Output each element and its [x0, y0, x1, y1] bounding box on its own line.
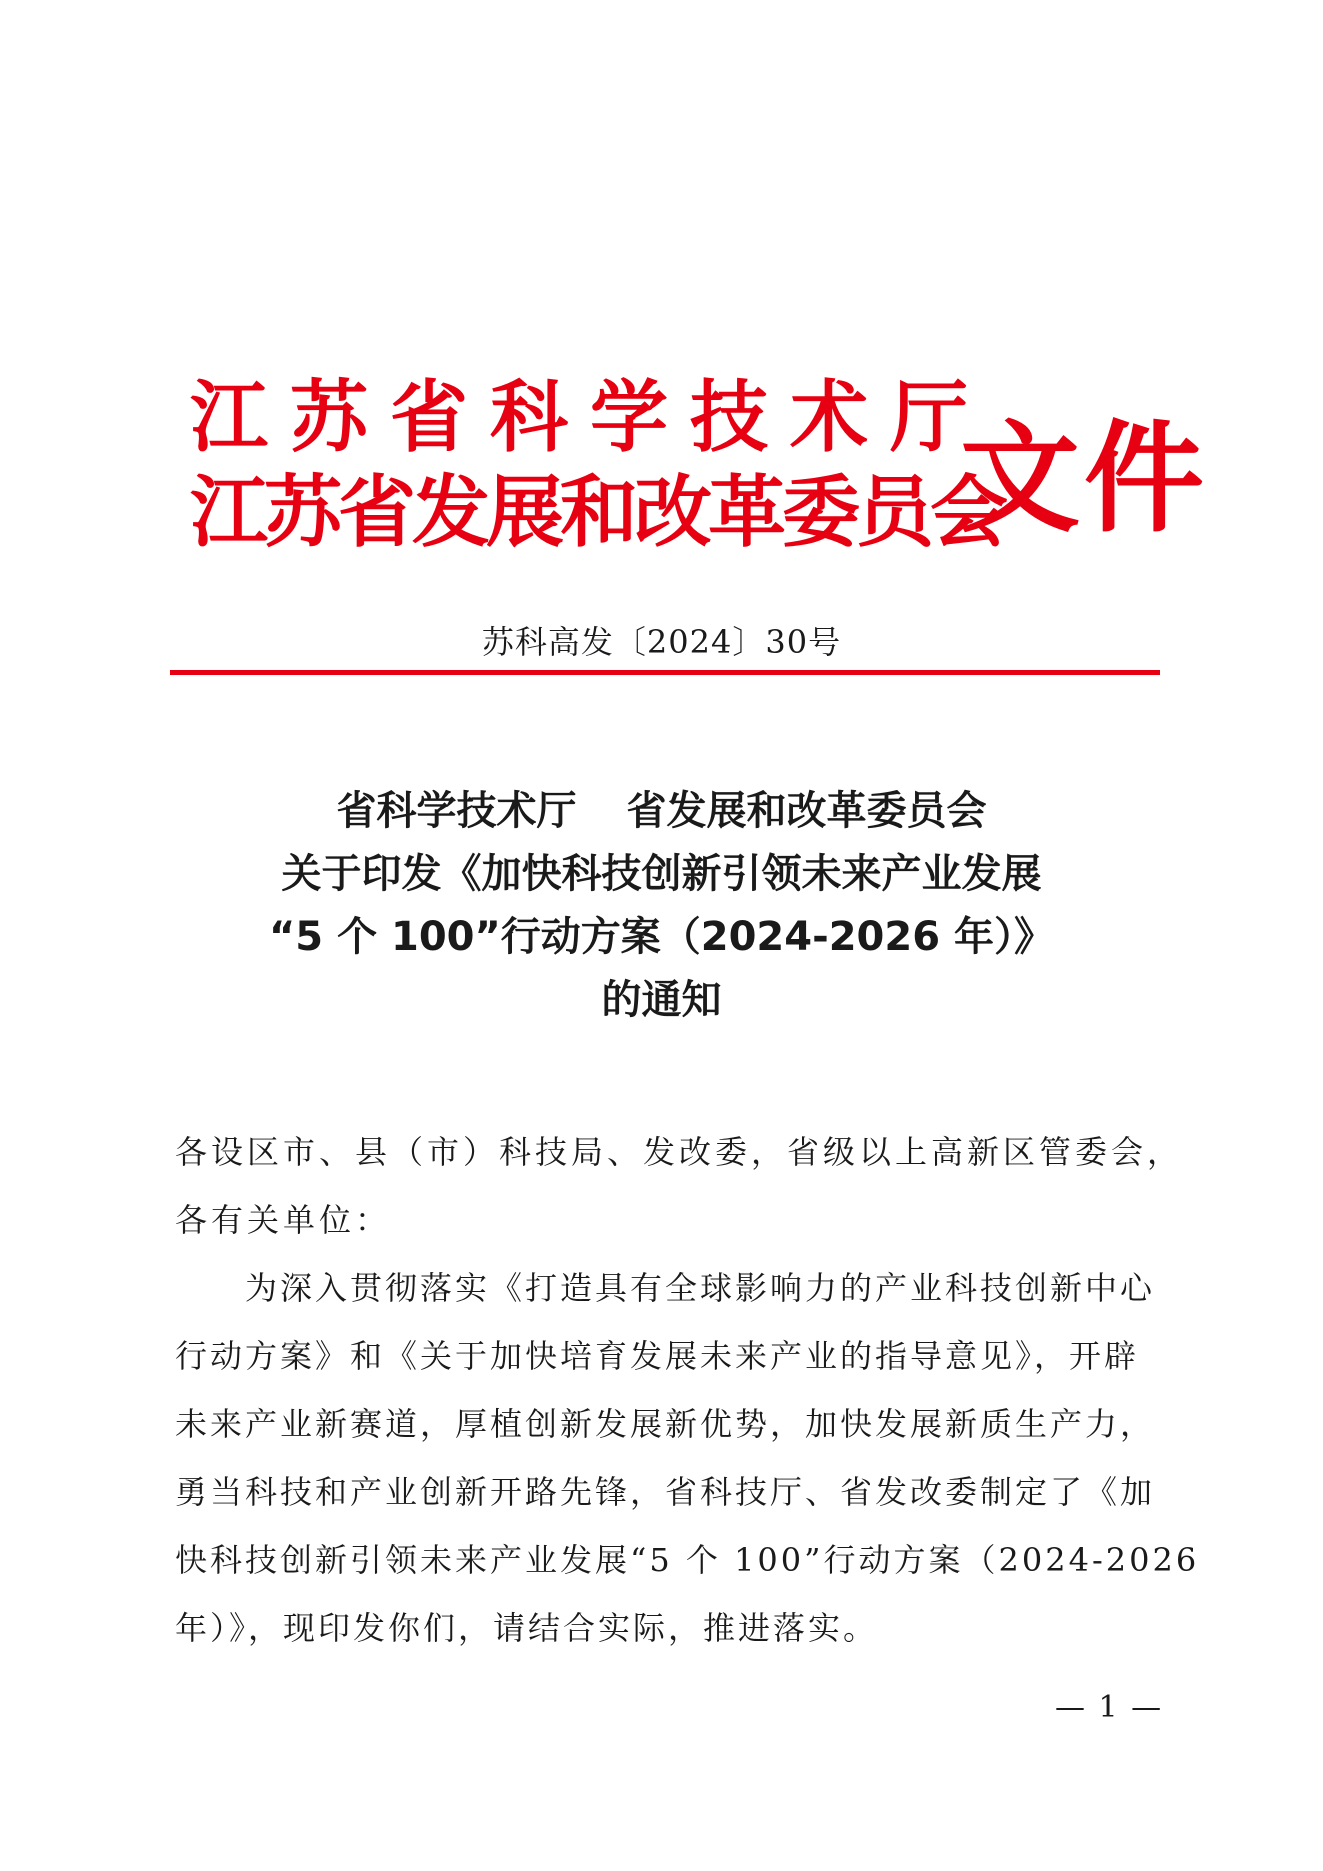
body-paragraph-line: 行动方案》和《关于加快培育发展未来产业的指导意见》，开辟: [175, 1337, 1140, 1375]
title-issuer-b: 省发展和改革委员会: [626, 788, 987, 834]
body-paragraph-line: 勇当科技和产业创新开路先锋，省科技厅、省发改委制定了《加: [175, 1473, 1156, 1511]
body-paragraph-line: 年）》，现印发你们，请结合实际，推进落实。: [175, 1609, 879, 1647]
title-line-3: “5 个 100”行动方案（2024-2026 年）》: [269, 914, 1054, 960]
body-paragraph-line: 为深入贯彻落实《打造具有全球影响力的产业科技创新中心: [245, 1269, 1156, 1307]
document-body: [175, 1118, 1200, 1662]
title-line-2: 关于印发《加快科技创新引领未来产业发展: [281, 851, 1042, 897]
issuer-line-development-commission: 江苏省发展和改革委员会: [190, 468, 1005, 558]
page-number: — 1 —: [1055, 1690, 1164, 1725]
salutation-line-1: 各设区市、县（市）科技局、发改委，省级以上高新区管委会，: [175, 1133, 1184, 1171]
document-number: 苏科高发〔2024〕30号: [481, 623, 842, 661]
document-title: [0, 780, 1323, 1032]
salutation-line-2: 各有关单位：: [175, 1201, 392, 1239]
body-paragraph-line: 快科技创新引领未来产业发展“5 个 100”行动方案（2024-2026: [175, 1541, 1200, 1579]
issuer-header: [190, 355, 1208, 558]
body-paragraph-line: 未来产业新赛道，厚植创新发展新优势，加快发展新质生产力，: [175, 1405, 1156, 1443]
issuer-line-science-department: 江苏省科学技术厅: [190, 373, 991, 463]
title-line-4: 的通知: [601, 977, 722, 1023]
title-line-1: [0, 780, 1323, 843]
title-issuer-a: 省科学技术厅: [336, 788, 577, 834]
red-divider-line: [170, 670, 1160, 675]
document-type-label: 文件: [960, 410, 1208, 549]
